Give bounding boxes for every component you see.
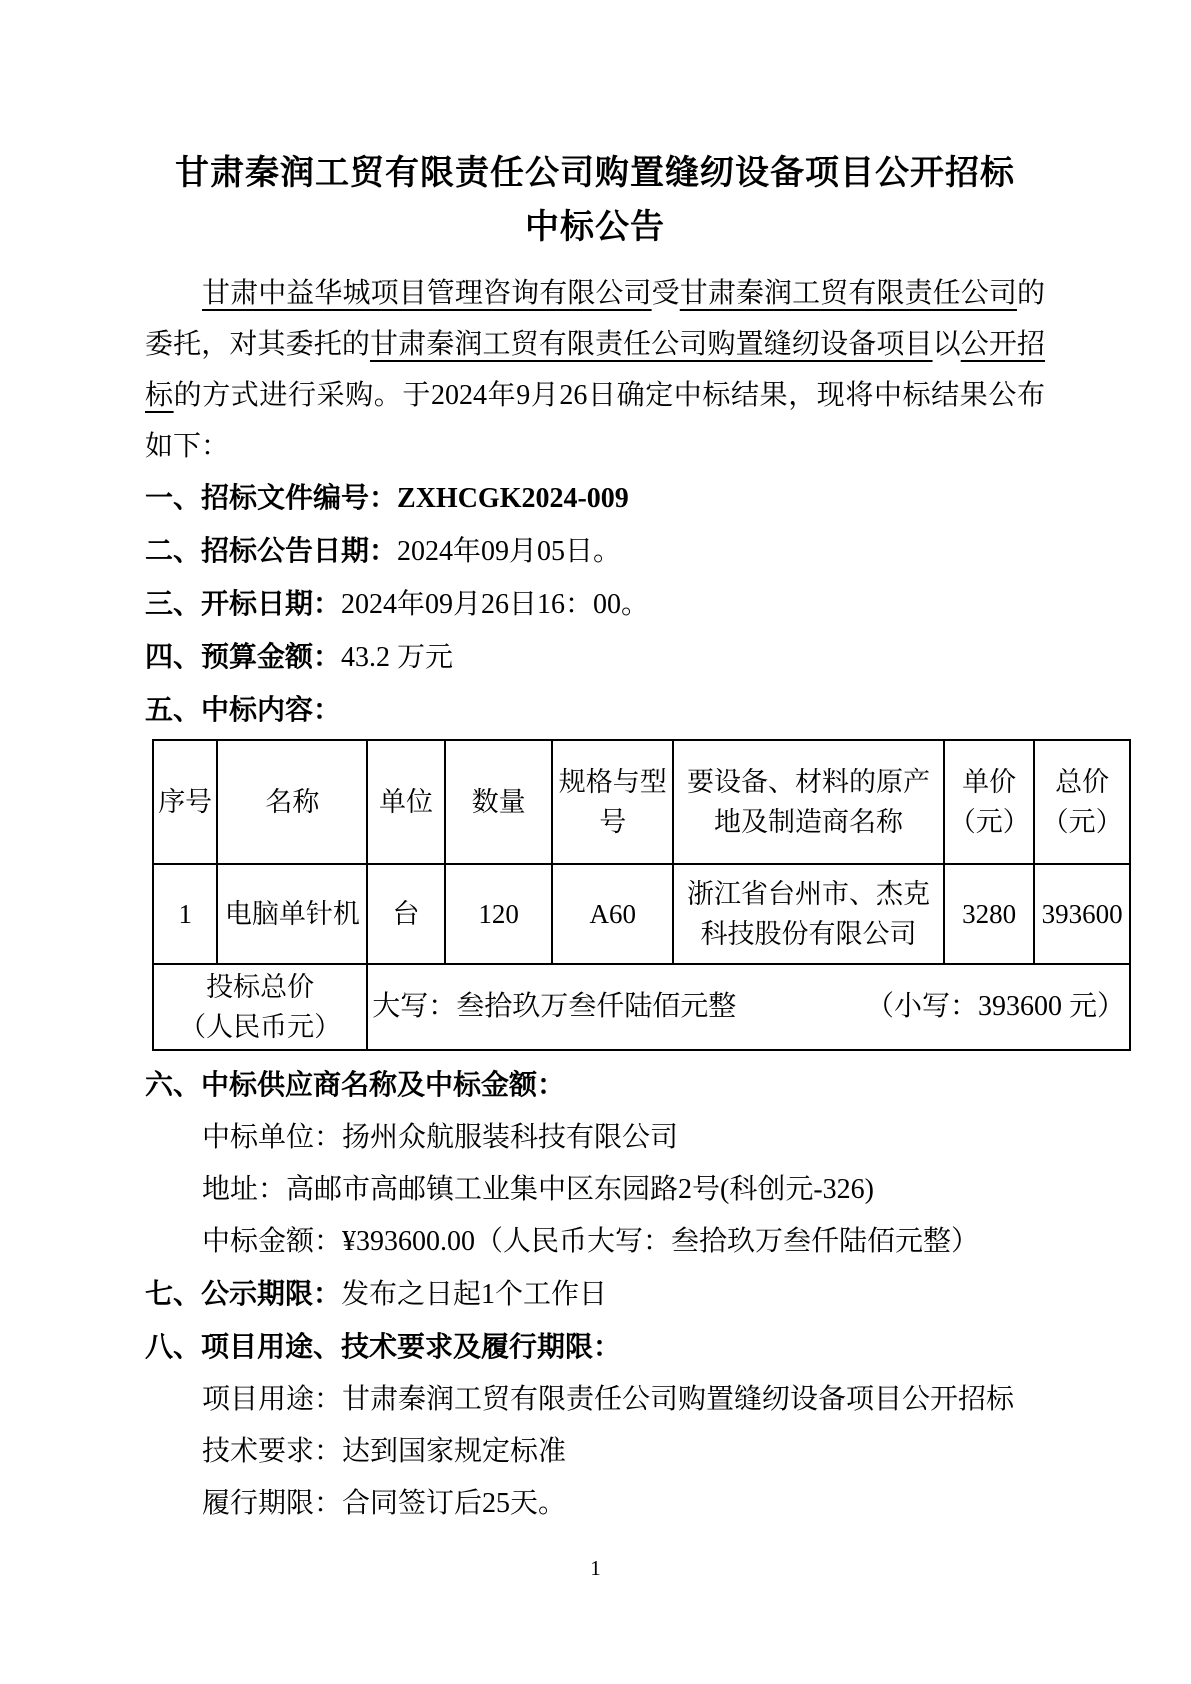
winning-supplier-unit: 中标单位：扬州众航服装科技有限公司 [202,1122,679,1153]
table-header-row [153,740,1130,864]
cell-index: 1 [153,864,217,964]
technical-requirement: 技术要求：达到国家规定标准 [202,1436,567,1467]
page-number: 1 [590,1556,601,1580]
award-content-table [152,739,1131,1051]
cell-unit-price: 3280 [944,864,1035,964]
total-price-label-line1: 投标总价 [206,972,315,1002]
winning-supplier-amount: 中标金额：¥393600.00（人民币大写：叁拾玖万叁仟陆佰元整） [202,1226,980,1257]
intro-paragraph [145,268,1045,472]
item-tender-doc-number [145,472,1045,525]
item-tender-doc-number-value: ZXHCGK2024-009 [397,483,629,514]
item-budget-amount [145,631,1045,684]
plain-text: 的方式进行采购。于2024年9月26日确定中标结果，现将中标结果公布如下： [145,380,1045,462]
column-header-name: 名称 [217,740,367,864]
item-winning-supplier [145,1059,1045,1112]
table-row [153,864,1130,964]
column-header-unit-price: 单价（元） [944,740,1035,864]
item-announcement-date-value: 2024年09月05日。 [397,536,622,567]
cell-unit: 台 [367,864,444,964]
item-bid-opening-date-label: 三、开标日期： [145,588,342,619]
document-title-line1: 甘肃秦润工贸有限责任公司购置缝纫设备项目公开招标 [175,154,1015,192]
cell-spec-model: A60 [552,864,673,964]
column-header-total-price: 总价（元） [1034,740,1130,864]
plain-text: 以 [932,329,961,360]
item-publicity-period-value: 发布之日起1个工作日 [341,1279,608,1310]
document-title [145,146,1045,254]
item-bid-opening-date-value: 2024年09月26日16：00。 [341,589,650,620]
total-price-value-cell [367,964,1130,1050]
cell-origin-manufacturer: 浙江省台州市、杰克科技股份有限公司 [673,864,944,964]
item-project-usage [145,1321,1045,1374]
item-publicity-period-label: 七、公示期限： [145,1278,342,1309]
document-title-line2: 中标公告 [525,208,665,246]
winning-supplier-address: 地址：高邮市高邮镇工业集中区东园路2号(科创元-326) [202,1174,874,1205]
underlined-text: 公开招标 [145,329,1045,411]
column-header-quantity: 数量 [445,740,553,864]
column-header-unit: 单位 [367,740,444,864]
document-content [145,146,1125,1530]
underlined-text: 甘肃秦润工贸有限责任公司购置缝纫设备项目 [370,329,933,360]
item-announcement-date-label: 二、招标公告日期： [145,535,398,566]
item-announcement-date [145,525,1045,578]
total-price-figures: （小写：393600 元） [865,991,1125,1022]
cell-quantity: 120 [445,864,553,964]
column-header-index: 序号 [153,740,217,864]
total-price-label-line2: （人民币元） [179,1012,342,1042]
performance-period: 履行期限：合同签订后25天。 [202,1488,567,1519]
cell-total-price: 393600 [1034,864,1130,964]
total-price-label-cell [153,964,367,1050]
item-project-usage-label: 八、项目用途、技术要求及履行期限： [145,1331,622,1362]
total-price-words: 大写：叁拾玖万叁仟陆佰元整 [372,991,737,1022]
item-winning-supplier-label: 六、中标供应商名称及中标金额： [145,1069,566,1100]
item-bid-opening-date [145,578,1045,631]
cell-name: 电脑单针机 [217,864,367,964]
column-header-origin-manufacturer: 要设备、材料的原产地及制造商名称 [673,740,944,864]
plain-text: 受 [651,278,680,309]
item-award-content-label: 五、中标内容： [145,694,342,725]
plain-text: 的委托，对其委托的 [145,278,1045,360]
table-total-row [153,964,1130,1050]
item-award-content [145,684,1045,737]
underlined-text: 甘肃秦润工贸有限责任公司 [679,278,1017,309]
underlined-text: 甘肃中益华城项目管理咨询有限公司 [202,278,652,309]
item-publicity-period [145,1268,1045,1321]
column-header-spec-model: 规格与型号 [552,740,673,864]
item-budget-amount-value: 43.2 万元 [341,642,454,673]
item-budget-amount-label: 四、预算金额： [145,641,342,672]
item-tender-doc-number-label: 一、招标文件编号： [145,482,398,513]
project-purpose: 项目用途：甘肃秦润工贸有限责任公司购置缝纫设备项目公开招标 [202,1384,1015,1415]
